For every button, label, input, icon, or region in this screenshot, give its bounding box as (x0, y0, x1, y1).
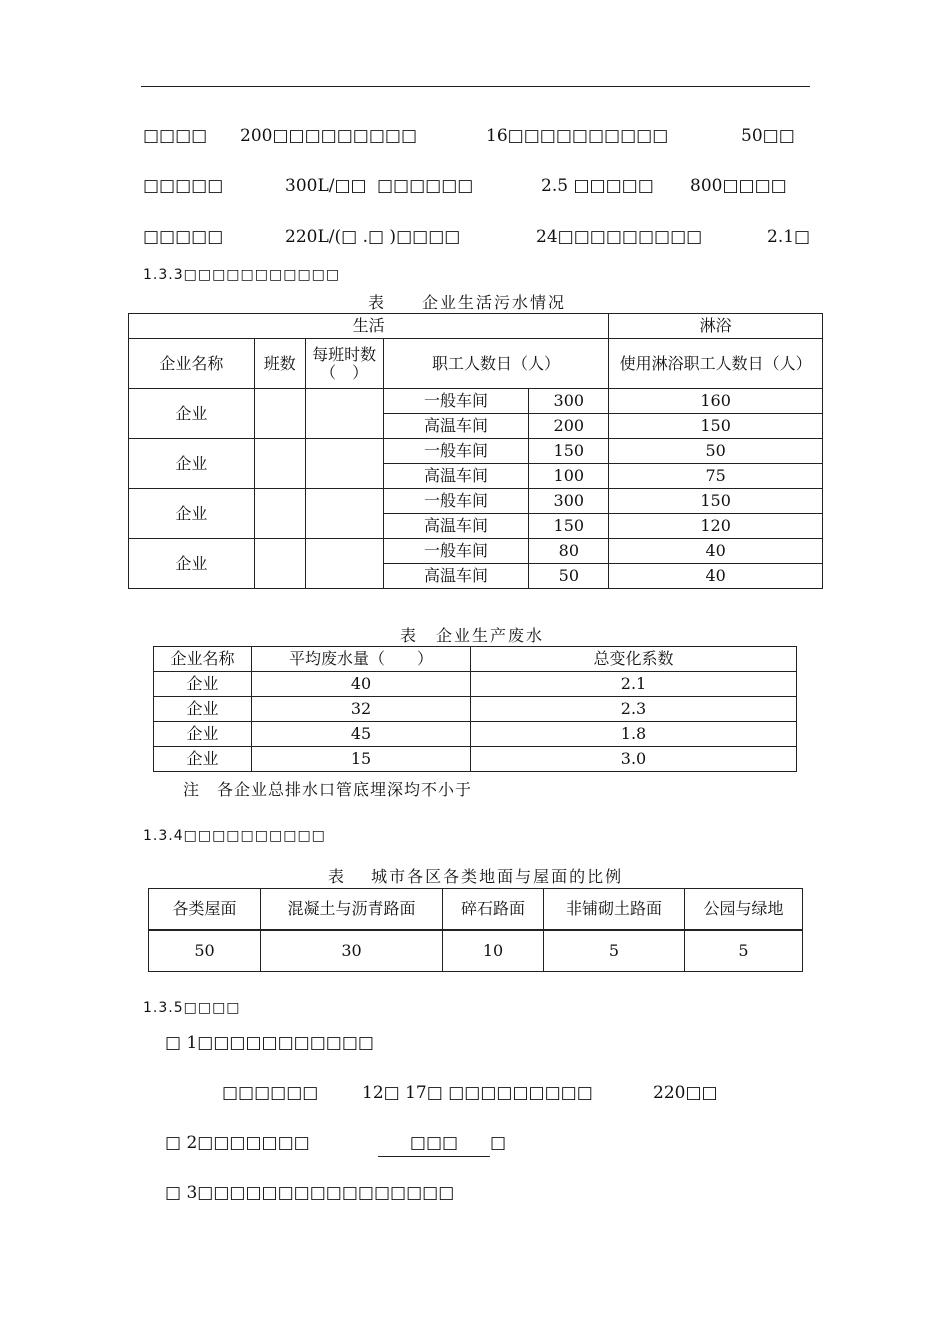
line1-value2: 16□□□□□□□□□□ (486, 126, 669, 146)
table1-caption: 表 企业生活污水情况 (368, 293, 567, 312)
section-1-3-4: 1.3.4□□□□□□□□□□ (143, 828, 326, 844)
table-row: 企业 45 1.8 (154, 722, 797, 747)
line3-value2: 24□□□□□□□□□ (536, 227, 703, 247)
table-row: 企业 32 2.3 (154, 697, 797, 722)
item-1-label: □□□□□□ (222, 1083, 319, 1103)
line2-value1: 300L/□□ (285, 176, 367, 196)
item-1-value2: 220□□ (653, 1083, 718, 1103)
line2-value2: 2.5 □□□□□ (541, 176, 654, 196)
header-rule (141, 86, 810, 87)
header-company-name: 企业名称 (129, 339, 255, 389)
table-row: 企业 15 3.0 (154, 747, 797, 772)
table-row: 高温车间 150 120 (129, 514, 823, 539)
item-2-underlined-value: □□□ (378, 1133, 490, 1157)
table-row: 企业 一般车间 150 50 (129, 439, 823, 464)
item-2: □ 2□□□□□□□ (165, 1133, 310, 1153)
header-shifts: 班数 (254, 339, 305, 389)
line2-value3: 800□□□□ (690, 176, 787, 196)
table-row: 50 30 10 5 5 (149, 930, 803, 972)
header-bath-workers: 使用淋浴职工人数日（人） (609, 339, 823, 389)
table-row: 企业 一般车间 300 150 (129, 489, 823, 514)
table-row: 企业 一般车间 300 160 (129, 389, 823, 414)
table3-caption: 表 城市各区各类地面与屋面的比例 (328, 867, 624, 886)
table-row: 高温车间 50 40 (129, 564, 823, 589)
line3-label: □□□□□ (143, 227, 224, 247)
table2-caption: 表 企业生产废水 (400, 626, 545, 645)
item-1: □ 1□□□□□□□□□□□ (165, 1033, 374, 1053)
domestic-sewage-table (128, 313, 823, 589)
section-1-3-3: 1.3.3□□□□□□□□□□□ (143, 267, 341, 283)
line3-value1: 220L/(□ .□ )□□□□ (285, 227, 461, 247)
header-bath: 淋浴 (609, 314, 823, 339)
header-hours-per-shift: 每班时数（ ） (305, 339, 383, 389)
section-1-3-5: 1.3.5□□□□ (143, 1000, 241, 1016)
production-wastewater-table: 企业名称 平均废水量（ ） 总变化系数 企业 40 2.1 企业 32 2.3 企业 45 1.8 企业 15 3.0 (153, 646, 797, 772)
line1-value1: 200□□□□□□□□□ (240, 126, 418, 146)
table-row: 高温车间 100 75 (129, 464, 823, 489)
table-row: 企业 一般车间 80 40 (129, 539, 823, 564)
surface-ratio-table: 各类屋面 混凝土与沥青路面 碎石路面 非铺砌土路面 公园与绿地 50 30 10 5 5 (148, 888, 803, 972)
header-life: 生活 (129, 314, 609, 339)
line1-label: □□□□ (143, 126, 208, 146)
table2-note: 注 各企业总排水口管底埋深均不小于 (183, 780, 473, 799)
item-1-value1: 12□ 17□ □□□□□□□□□ (362, 1083, 593, 1103)
table-row: 企业 40 2.1 (154, 672, 797, 697)
item-2-end: □ (490, 1133, 507, 1153)
line1-value3: 50□□ (741, 126, 795, 146)
item-3: □ 3□□□□□□□□□□□□□□□□ (165, 1183, 455, 1203)
header-workers: 职工人数日（人） (383, 339, 609, 389)
line2-label2: □□□□□□ (377, 176, 474, 196)
line3-value3: 2.1□ (767, 227, 811, 247)
table-row: 高温车间 200 150 (129, 414, 823, 439)
line2-label: □□□□□ (143, 176, 224, 196)
